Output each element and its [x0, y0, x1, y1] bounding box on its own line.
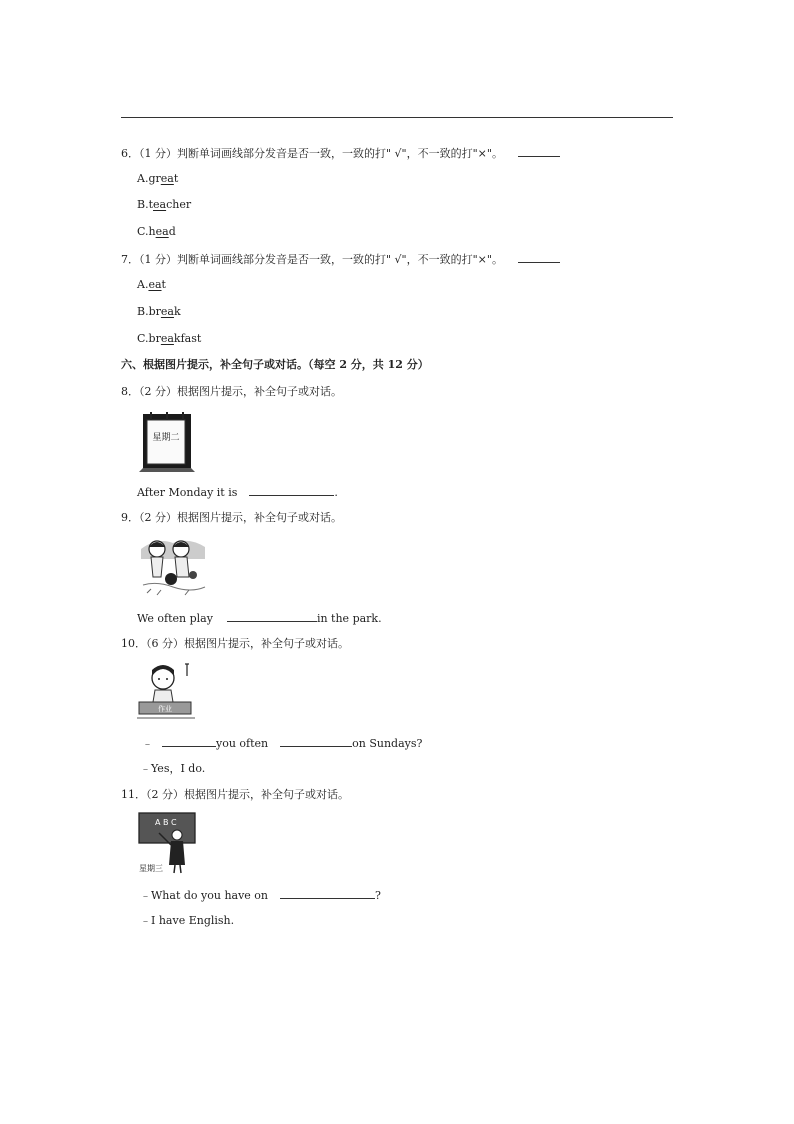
girl-doing-homework-picture: [137, 660, 199, 720]
blackboard-text: A B C: [155, 818, 177, 827]
option-a: A.great: [137, 172, 179, 185]
question-10: 10．（6 分）根据图片提示，补全句子或对话。: [121, 637, 349, 650]
question-11: 11．（2 分）根据图片提示，补全句子或对话。: [121, 788, 349, 801]
question-stem: 6．（1 分）判断单词画线部分发音是否一致，一致的打" √"，不一致的打"×"。: [121, 147, 503, 160]
question-6: [121, 145, 560, 161]
dialog-line-2: ﹣I have English.: [140, 914, 235, 927]
calendar-picture: [139, 410, 195, 472]
answer-blank[interactable]: [162, 735, 216, 747]
dialog-line-1: ﹣What do you have on ?: [140, 889, 381, 902]
children-playing-picture: [137, 535, 209, 599]
answer-blank[interactable]: [518, 251, 560, 263]
section-title: 六、根据图片提示，补全句子或对话。（每空 2 分，共 12 分）: [121, 358, 429, 371]
option-c: C.head: [137, 225, 176, 238]
header-rule: [121, 117, 673, 118]
svg-text:作业: 作业: [158, 705, 172, 713]
option-b: B.teacher: [137, 198, 192, 211]
answer-blank[interactable]: [227, 610, 317, 622]
sentence-9: We often play in the park.: [137, 612, 382, 625]
answer-blank[interactable]: [249, 484, 334, 496]
question-9: 9．（2 分）根据图片提示，补全句子或对话。: [121, 511, 342, 524]
option-c: C.breakfast: [137, 332, 202, 345]
answer-blank[interactable]: [280, 887, 375, 899]
calendar-label: 星期二: [152, 433, 180, 443]
sentence-8: After Monday it is .: [137, 486, 338, 499]
dialog-line-2: ﹣Yes，I do.: [140, 762, 206, 775]
option-b: B.break: [137, 305, 181, 318]
answer-blank[interactable]: [518, 145, 560, 157]
dialog-line-1: ﹣ you often on Sundays?: [142, 737, 423, 750]
question-stem: 7．（1 分）判断单词画线部分发音是否一致，一致的打" √"，不一致的打"×"。: [121, 253, 503, 266]
teacher-blackboard-picture: [137, 811, 199, 877]
picture-day-label: 星期三: [139, 864, 163, 873]
option-a: A.eat: [137, 278, 166, 291]
answer-blank[interactable]: [280, 735, 352, 747]
question-7: [121, 251, 560, 267]
question-8: 8．（2 分）根据图片提示，补全句子或对话。: [121, 385, 342, 398]
